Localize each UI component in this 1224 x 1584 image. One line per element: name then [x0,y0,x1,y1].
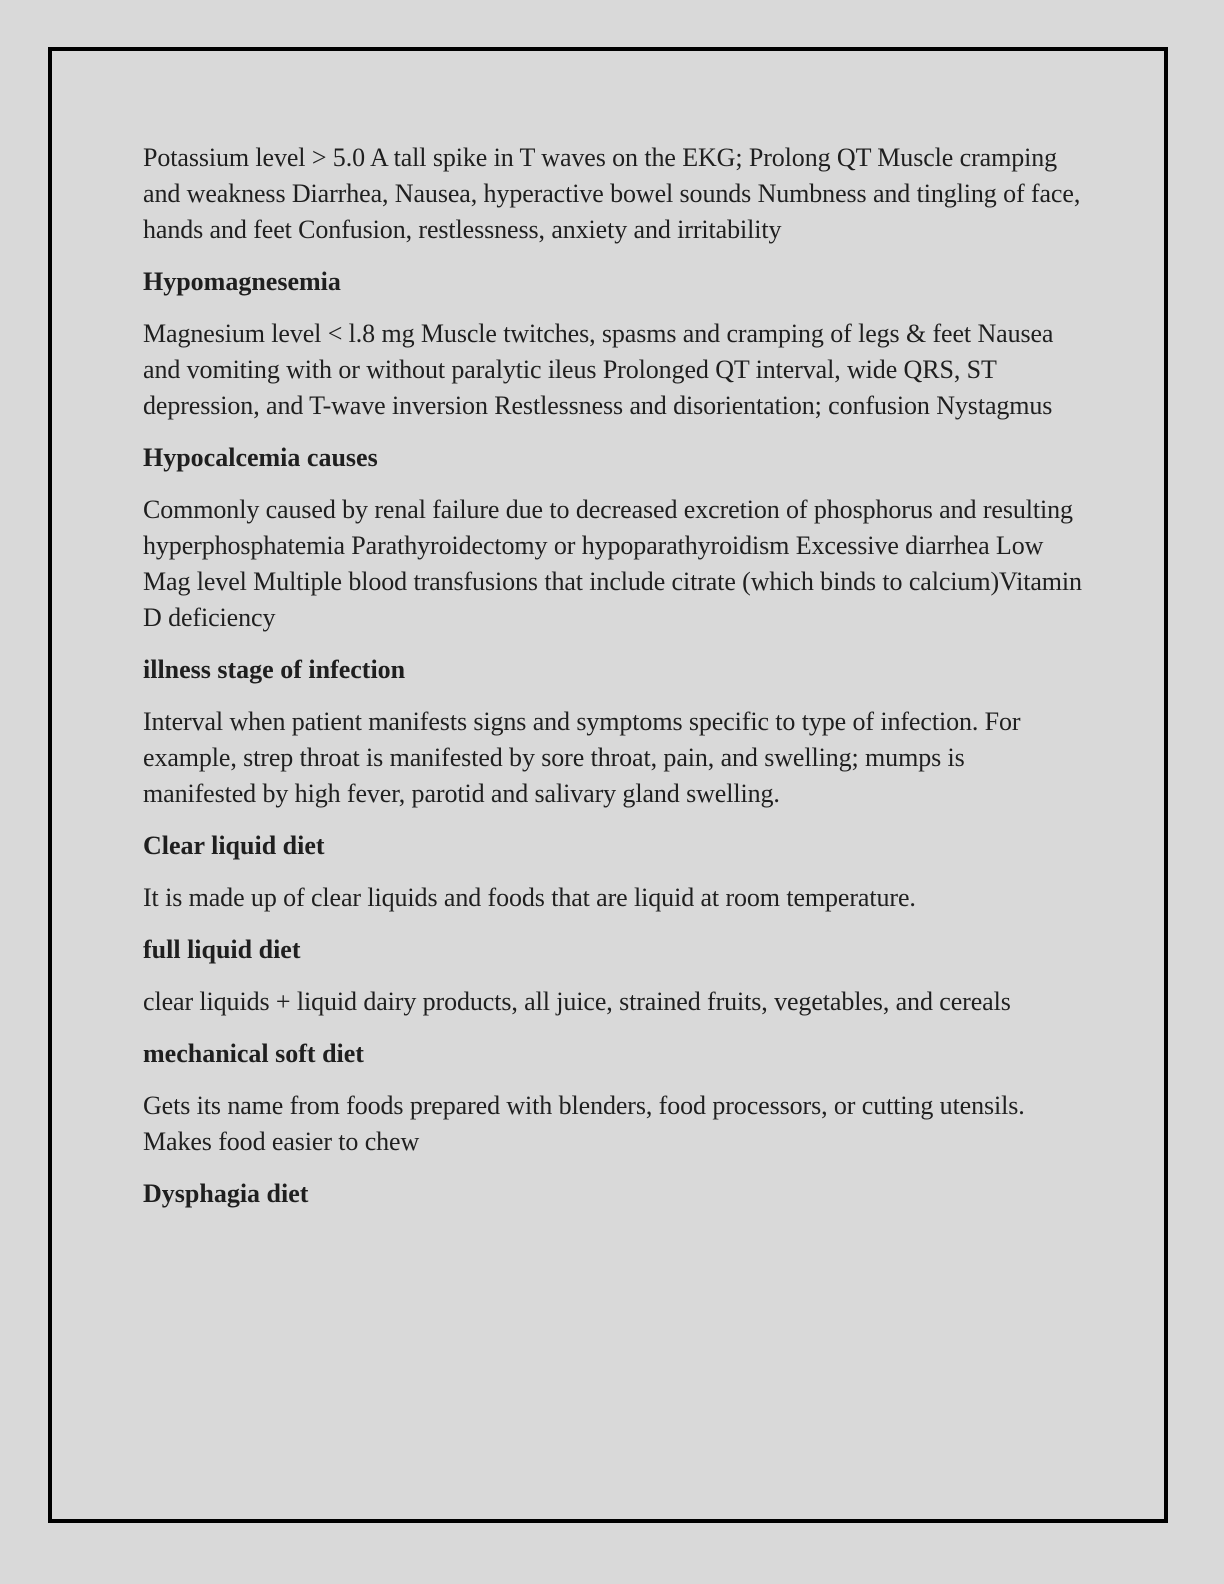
term-illness-stage: illness stage of infection [143,655,406,684]
term-mechanical-soft-diet: mechanical soft diet [143,1039,364,1068]
definition-hypocalcemia-causes: Commonly caused by renal failure due to decreased excretion of phosphorus and resulting hyperphosphatemia Parathyroidectomy or hypoparathyroidism Excessive diarrhea Low Mag level Multiple blood transfusions that include citrate (which binds to calcium)Vitamin D deficiency [143,495,1082,632]
document-content [143,140,1083,1228]
term-clear-liquid-diet: Clear liquid diet [143,831,325,860]
definition-potassium: Potassium level > 5.0 A tall spike in T waves on the EKG; Prolong QT Muscle cramping and weakness Diarrhea, Nausea, hyperactive bowel sounds Numbness and tingling of face, hands and feet Confusion, restlessness, anxiety and irritability [143,143,1081,244]
term-dysphagia-diet: Dysphagia diet [143,1179,309,1208]
term-hypocalcemia-causes: Hypocalcemia causes [143,443,378,472]
definition-full-liquid-diet: clear liquids + liquid dairy products, all juice, strained fruits, vegetables, and cereals [143,987,1011,1016]
definition-hypomagnesemia: Magnesium level < l.8 mg Muscle twitches, spasms and cramping of legs & feet Nausea and vomiting with or without paralytic ileus Prolonged QT interval, wide QRS, ST depression, and T-wave inversion Restlessness and disorientation; confusion Nystagmus [143,319,1054,420]
term-hypomagnesemia: Hypomagnesemia [143,267,341,296]
definition-illness-stage: Interval when patient manifests signs and symptoms specific to type of infection. For example, strep throat is manifested by sore throat, pain, and swelling; mumps is manifested by high fever, parotid and salivary gland swelling. [143,707,1021,808]
definition-clear-liquid-diet: It is made up of clear liquids and foods that are liquid at room temperature. [143,883,916,912]
term-full-liquid-diet: full liquid diet [143,935,301,964]
definition-mechanical-soft-diet: Gets its name from foods prepared with blenders, food processors, or cutting utensils. Makes food easier to chew [143,1091,1025,1156]
